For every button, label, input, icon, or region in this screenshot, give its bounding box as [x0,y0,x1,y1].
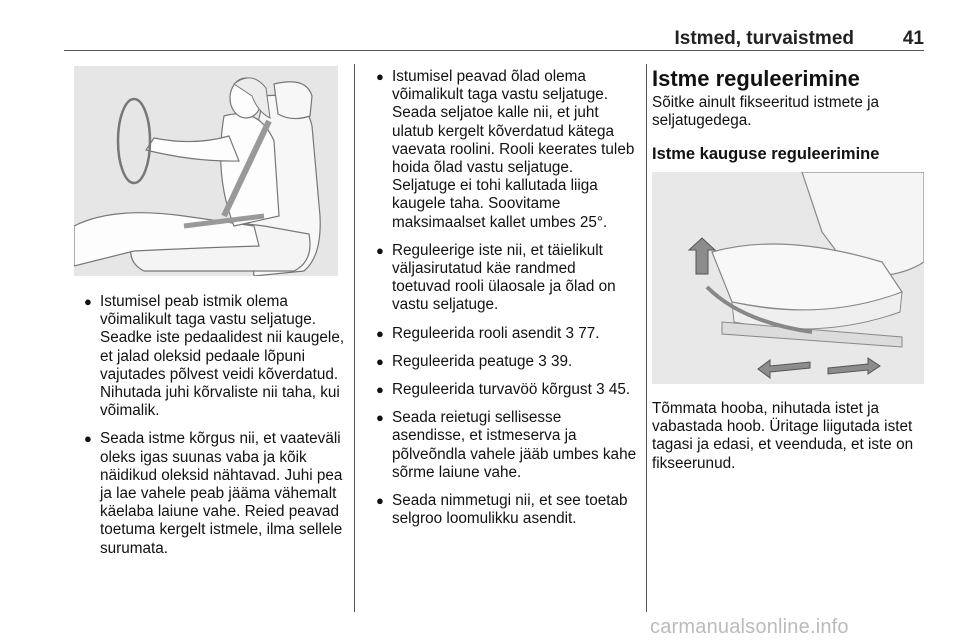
bullet-icon: ● [376,242,384,258]
bullet-icon: ● [376,410,384,426]
bullet-icon: ● [84,431,92,447]
watermark: carmanualsonline.info [650,616,849,638]
instruction-text: Tõmmata hooba, nihutada istet ja vabastada hoob. Üritage liigutada istet tagasi ja edasi, et veenduda, et iste on fikseerunud. [652,400,914,472]
column-1 [74,293,346,568]
column-divider-2 [646,64,647,612]
list-item: ● Reguleerida peatuge 3 39. [376,352,573,370]
bullet-icon: ● [376,382,384,398]
bullet-icon: ● [84,294,92,309]
bullet-icon: ● [376,325,384,341]
column-3 [652,66,926,164]
seat-adjust-illustration [652,172,924,384]
bullet-list-2 [366,68,638,528]
column-2 [366,68,638,538]
list-item: ● Seada istme kõrgus nii, et vaateväli oleks igas suunas vaba ja kõik näidikud oleksid nähtavad. Juhi pea ja lae vahele peab jääma vähemalt käelaba laiune vahe. Reied peavad toetuma kergelt istmele, ilma sellele surumata. [84,430,343,557]
page-number: 41 [902,28,924,49]
list-item: ● Reguleerida rooli asendit 3 77. [376,324,600,342]
bullet-list-1 [74,293,346,558]
subheading: Istme kauguse reguleerimine [652,145,880,164]
column-divider-1 [354,64,355,612]
list-item: ● Reguleerige iste nii, et täielikult väljasirutatud käe randmed toetuvad rooli ülaosale ja õlad on vastu seljatuge. [376,241,616,314]
list-item: ● Reguleerida turvavöö kõrgust 3 45. [376,381,631,399]
bullet-icon: ● [376,493,384,509]
list-item: ● Istumisel peab istmik olema võimalikult taga vastu seljatuge. Seadke iste pedaalidest nii kaugele, et jalad oleksid pedaale lõpuni vajutades põlvest veidi kõverdatud. Nihutada juhi kõrvaliste nii taha, kui võimalik. [84,293,345,420]
list-item: ● Seada nimmetugi nii, et see toetab selgroo loomulikku asendit. [376,492,628,528]
section-title: Istme reguleerimine [652,66,860,91]
page-header [64,28,924,48]
header-title: Istmed, turvaistmed [674,28,854,49]
header-rule [64,50,924,51]
intro-text: Sõitke ainult fikseeritud istmete ja seljatugedega. [652,94,880,130]
driver-seating-illustration [74,66,338,276]
bullet-icon: ● [376,69,384,84]
list-item: ● Istumisel peavad õlad olema võimalikult taga vastu seljatuge. Seada seljatoe kalle nii, et juht ulatub kergelt kõverdatud kätega vaevata roolini. Rooli keerates tuleb hoida õlad vastu seljatuge. Seljatuge ei tohi kallutada liiga kaugele taha. Soovitame maksimaalset kallet umbes 25°. [376,68,635,231]
bullet-icon: ● [376,353,384,369]
list-item: ● Seada reietugi sellisesse asendisse, et istmeserva ja põlveõndla vahele jääb umbes kahe sõrme laiune vahe. [376,409,637,481]
